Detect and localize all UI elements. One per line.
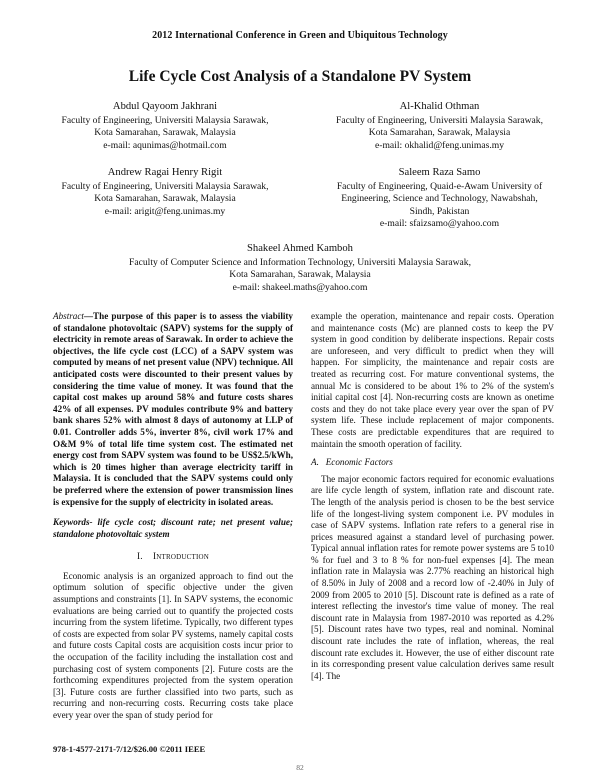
author-address: Kota Samarahan, Sarawak, Malaysia: [94, 127, 236, 139]
subsection-title: Economic Factors: [325, 457, 393, 468]
body-paragraph: example the operation, maintenance and repair costs. Operation and maintenance costs (Mc) are planned costs to keep the PV system in good condition by deliberate inspections. Repair costs are unforeseen, and very difficult to predict when they will happen. For simplicity, the maintenance and repair costs are treated as recurring cost. For mature conventional systems, the annual Mc is considered to be about 1% to 2% of the system's initial capital cost [4]. Non-recurring costs are known as onetime costs and they do not take place every year over the span of PV system life. These include replacement of major components. These costs are predictable expenditures that are required to maintain the smooth operation of facility.: [311, 311, 554, 449]
subsection-label: A.: [311, 457, 319, 468]
conference-header: 2012 International Conference in Green and Ubiquitous Technology: [152, 30, 448, 41]
subsection-heading: [311, 457, 554, 469]
author-address: Kota Samarahan, Sarawak, Malaysia: [368, 127, 511, 139]
author-name: Abdul Qayoom Jakhrani: [112, 101, 218, 112]
author-affiliation: Faculty of Computer Science and Information Technology, Universiti Malaysia Sarawak,: [129, 257, 471, 269]
abstract: [53, 311, 293, 508]
author-email[interactable]: e-mail: arigit@feng.unimas.my: [104, 205, 226, 217]
author-email[interactable]: e-mail: okhalid@feng.unimas.my: [375, 139, 504, 151]
copyright-footer: 978-1-4577-2171-7/12/$26.00 ©2011 IEEE: [53, 744, 206, 754]
section-number: I.: [137, 552, 143, 563]
author-name: Shakeel Ahmed Kamboh: [247, 243, 353, 254]
intro-paragraph: Economic analysis is an organized approach to find out the optimum solution of specific objective under the given assumptions and constraints [1]. In SAPV systems, the economic evaluations are being carried out to quantify the projected costs incurring from the system lifetime. Typically, two different types of costs are expected from solar PV systems, namely capital costs and future costs Capital costs are acquisition costs incur prior to the occupation of the facility including the installation cost and purchasing cost of system components [2]. Future costs are the forthcoming expenditures projected from the system operation [3]. Future costs are further classified into two parts, such as recurring and non-recurring costs. Recurring costs take place every year over the span of study period for: [53, 570, 293, 720]
author-name: Saleem Raza Samo: [398, 167, 481, 178]
section-heading: [53, 552, 293, 564]
author-affiliation: Faculty of Engineering, Universiti Malaysia Sarawak,: [335, 115, 543, 127]
section-title: Introduction: [152, 552, 209, 563]
body-paragraph: The major economic factors required for economic evaluations are life cycle length of system, inflation rate and discount rate. The length of the analysis period is chosen to be the best service life of the longest-living system component i.e. PV modules in case of SAPV systems. Inflation rate refers to a general rise in prices measured against a standard level of purchasing power. Typical annual inflation rates for remote power systems are 5 to10 % for fuel and 3 to 8 % for non-fuel expenses [4]. The mean inflation rate in Malaysia was 2.77% reaching an historical high of 8.50% in July of 2008 and a record low of -2.40% in July of 2009 from 2005 to 2010 [5]. Discount rate is defined as a rate of interest reflecting the investor's time value of money. The real discount rate in Malaysia from 1987-2010 was reported as 4.2% [5]. Discount rates have two types, real and nominal. Nominal discount rate includes the rate of inflation, whereas, the real discount rate excludes it. However, the use of either discount rate in its corresponding present value calculation derives same result [4]. The: [311, 473, 554, 681]
author-block: [40, 101, 290, 152]
left-column: [53, 311, 293, 722]
author-email[interactable]: e-mail: sfaizsamo@yahoo.com: [379, 217, 500, 229]
author-affiliation: Engineering, Science and Technology, Nawabshah,: [341, 193, 538, 205]
author-email[interactable]: e-mail: shakeel.maths@yahoo.com: [232, 281, 368, 293]
author-affiliation: Faculty of Engineering, Universiti Malaysia Sarawak,: [61, 181, 269, 193]
keywords: Keywords- life cycle cost; discount rate; net present value; standalone photovoltaic system: [53, 517, 293, 539]
author-email[interactable]: e-mail: aqunimas@hotmail.com: [103, 139, 227, 151]
author-name: Andrew Ragai Henry Rigit: [107, 167, 223, 178]
author-block: [90, 243, 510, 294]
right-column: [311, 311, 554, 682]
author-address: Kota Samarahan, Sarawak, Malaysia: [94, 193, 236, 205]
author-address: Kota Samarahan, Sarawak, Malaysia: [229, 269, 371, 281]
abstract-lead: Abstract: [53, 311, 84, 321]
paper-title: Life Cycle Cost Analysis of a Standalone PV System: [128, 68, 472, 85]
author-block: [312, 167, 567, 230]
abstract-text: —The purpose of this paper is to assess the viability of standalone photovoltaic (SAPV) systems for the supply of electricity in remote areas of Sarawak. In order to achieve the objectives, the life cycle cost (LCC) of a SAPV system was computed by means of net present value (NPV) technique. All anticipated costs were discounted to their present values by considering the time value of money. It was found that the capital cost makes up around 58% and future costs shares 42% of all expenses. PV modules contribute 9% and battery bank shares 52% with almost 8 days of autonomy at LLP of 0.01. Controller adds 5%, inverter 8%, civil work 17% and O&M 9% of total life time system cost. The estimated net energy cost from SAPV system was found to be US$2.5/kWh, which is 20 times higher than average electricity tariff in Malaysia. It is concluded that the SAPV systems could only be preferred where the extension of power transmission lines is expensive for the supply of electricity in isolated areas.: [53, 311, 293, 507]
page-number: 82: [296, 763, 304, 772]
author-name: Al-Khalid Othman: [399, 101, 480, 112]
author-block: [40, 167, 290, 218]
author-address: Sindh, Pakistan: [409, 205, 470, 217]
author-block: [312, 101, 567, 152]
author-affiliation: Faculty of Engineering, Universiti Malaysia Sarawak,: [61, 115, 269, 127]
author-affiliation: Faculty of Engineering, Quaid-e-Awam University of: [336, 181, 543, 193]
